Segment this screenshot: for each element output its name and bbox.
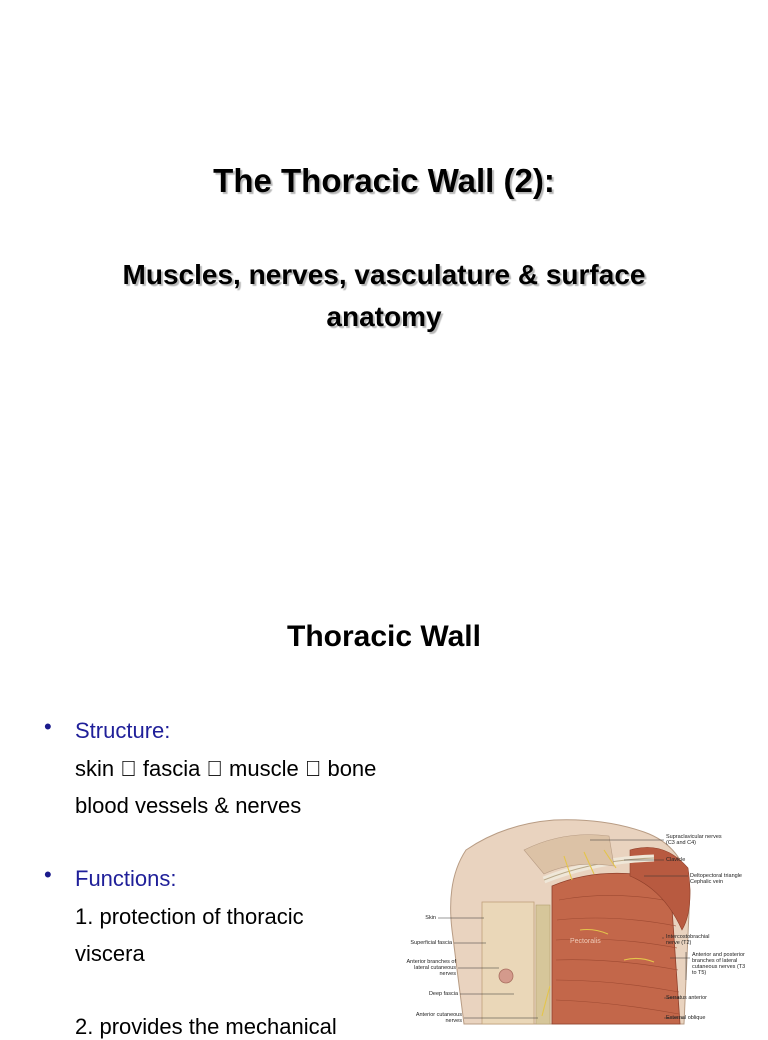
figure-label: nerve (T2) [666, 940, 692, 946]
bullet-heading: Functions: [75, 866, 177, 891]
figure-label: Anterior branches of [406, 959, 456, 965]
figure-label: Intercostobrachial [666, 934, 710, 940]
figure-label: Deltopectoral triangle [690, 873, 742, 879]
bullet-dot-icon: • [44, 714, 52, 739]
slide-subtitle [40, 254, 728, 338]
figure-label: (C3 and C4) [666, 840, 696, 846]
figure-label: to T5) [692, 970, 707, 976]
content-slide-title: Thoracic Wall [287, 620, 481, 653]
figure-label: Serratus anterior [666, 995, 707, 1001]
figure-label: Deep fascia [428, 991, 458, 997]
subtitle-line-1: Muscles, nerves, vasculature & surface [122, 259, 646, 290]
slide-title: The Thoracic Wall (2): [213, 162, 555, 199]
bullet-heading: Structure: [75, 718, 171, 743]
functions-line-2: viscera [75, 941, 145, 966]
figure-label: branches of lateral [692, 958, 738, 964]
muscle-label: Pectoralis [570, 938, 601, 945]
functions-line-3: 2. provides the mechanical [75, 1014, 337, 1039]
structure-line-2: blood vessels & nerves [75, 793, 302, 818]
figure-label: Superficial fascia [410, 940, 452, 946]
figure-label: Anterior cutaneous [415, 1012, 462, 1018]
subtitle-line-2: anatomy [326, 301, 442, 332]
figure-label: Skin [425, 915, 436, 921]
figure-label: lateral cutaneous [414, 965, 456, 971]
anatomy-figure [394, 810, 768, 1024]
figure-label: cutaneous nerves (T3 [692, 964, 746, 970]
figure-label: External oblique [666, 1015, 706, 1021]
figure-label: nerves [445, 1018, 462, 1024]
figure-label: Supraclavicular nerves [666, 834, 722, 840]
bullet-dot-icon: • [44, 862, 52, 887]
figure-label: Cephalic vein [690, 879, 724, 885]
figure-label: Clavicle [666, 857, 686, 863]
content-slide [0, 576, 768, 1039]
structure-line-1: skin fascia muscle bone [75, 756, 309, 781]
figure-label: nerves [439, 971, 456, 977]
functions-line-1: 1. protection of thoracic [75, 904, 304, 929]
figure-label: Anterior and posterior [692, 952, 745, 958]
